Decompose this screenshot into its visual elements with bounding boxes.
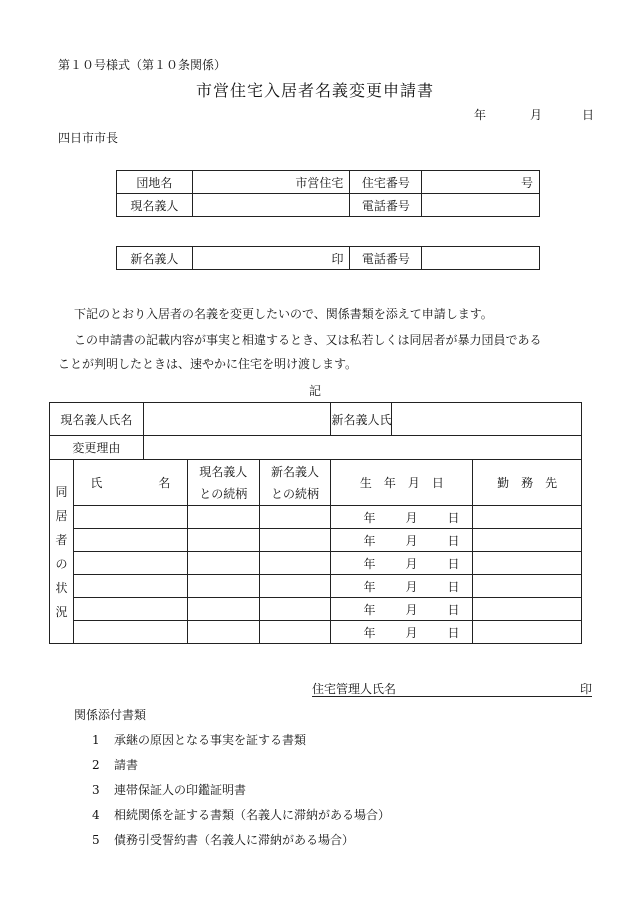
col-name-header [73,460,187,506]
table-row [50,529,582,552]
reason-field[interactable] [143,436,581,460]
col-birth-header: 生 年 月 日 [331,460,473,506]
row-work[interactable] [473,575,582,598]
row-rel-new[interactable] [259,506,331,529]
manager-signature-line[interactable] [312,680,592,697]
row-birth-month: 月 [405,579,418,594]
reason-label: 変更理由 [50,436,144,460]
attachment-text: 請書 [114,758,139,772]
col-rel-new-2: との続柄 [271,486,320,501]
row-rel-current[interactable] [187,529,259,552]
new-name-cell [331,403,582,436]
row-work[interactable] [473,552,582,575]
paragraph-2-line-1: この申請書の記載内容が事実と相違するとき、又は私若しくは同居者が暴力団員である [74,333,542,347]
ki-heading: 記 [308,384,321,398]
date-day-label: 日 [582,108,595,122]
attachment-text: 相続関係を証する書類（名義人に滞納がある場合） [114,808,391,822]
row-birth[interactable] [331,552,473,575]
row-birth-year: 年 [363,602,376,617]
row-rel-current[interactable] [187,575,259,598]
new-holder-field[interactable] [192,247,350,270]
col-name-2: 名 [158,476,171,490]
attachment-num: 5 [92,833,100,847]
row-birth-year: 年 [363,625,376,640]
attachment-num: 2 [92,758,100,772]
attachment-num: 3 [92,783,100,797]
change-details-table [49,402,582,644]
danchi-field[interactable] [192,171,350,194]
row-birth-year: 年 [363,533,376,548]
cohabitant-char-6: 況 [55,604,68,619]
table-row [50,552,582,575]
paragraph-2-line-2: ことが判明したときは、速やかに住宅を明け渡します。 [58,357,358,371]
attachment-text: 連帯保証人の印鑑証明書 [114,783,247,797]
row-birth-year: 年 [363,579,376,594]
col-rel-current-2: との続柄 [199,486,248,501]
new-holder-label: 新名義人 [117,247,193,270]
row-birth-day: 日 [447,510,460,525]
row-name[interactable] [73,575,187,598]
row-rel-current[interactable] [187,552,259,575]
list-item [92,731,306,748]
row-name[interactable] [73,552,187,575]
new-phone-field[interactable] [422,247,540,270]
row-birth[interactable] [331,598,473,621]
row-birth[interactable] [331,529,473,552]
col-rel-new-header [259,460,331,506]
danchi-suffix: 市営住宅 [295,175,344,190]
list-item [92,781,246,798]
current-holder-field[interactable] [192,194,350,217]
row-birth[interactable] [331,575,473,598]
col-rel-current-header [187,460,259,506]
row-rel-new[interactable] [259,575,331,598]
row-birth-year: 年 [363,556,376,571]
phone-field[interactable] [422,194,540,217]
row-birth-day: 日 [447,579,460,594]
addressee: 四日市市長 [58,131,119,145]
col-rel-current-1: 現名義人 [199,464,248,479]
attachment-num: 4 [92,808,100,822]
row-birth-month: 月 [405,533,418,548]
new-name-label: 新名義人氏 [331,403,392,435]
danchi-label: 団地名 [117,171,193,194]
row-rel-new[interactable] [259,621,331,644]
row-birth[interactable] [331,506,473,529]
row-birth-year: 年 [363,510,376,525]
new-holder-table [116,246,540,270]
attachment-num: 1 [92,733,100,747]
jutaku-no-label: 住宅番号 [350,171,422,194]
new-name-field[interactable] [392,403,581,435]
col-work-header: 勤 務 先 [473,460,582,506]
row-rel-current[interactable] [187,621,259,644]
table-row [50,575,582,598]
table-row [50,598,582,621]
current-name-field[interactable] [143,403,331,436]
date-month-label: 月 [530,108,543,122]
seal-mark: 印 [331,251,344,266]
row-birth-month: 月 [405,625,418,640]
form-number: 第１０号様式（第１０条関係） [58,58,227,72]
row-rel-current[interactable] [187,506,259,529]
jutaku-no-suffix: 号 [520,175,533,190]
row-name[interactable] [73,621,187,644]
row-rel-current[interactable] [187,598,259,621]
row-rel-new[interactable] [259,598,331,621]
row-rel-new[interactable] [259,552,331,575]
jutaku-no-field[interactable] [422,171,540,194]
manager-label: 住宅管理人氏名 [312,682,397,696]
row-work[interactable] [473,621,582,644]
cohabitant-char-4: の [55,556,68,571]
row-work[interactable] [473,506,582,529]
cohabitant-char-5: 状 [55,580,68,595]
row-birth-day: 日 [447,625,460,640]
row-birth-month: 月 [405,556,418,571]
attachment-text: 承継の原因となる事実を証する書類 [114,733,307,747]
row-rel-new[interactable] [259,529,331,552]
row-work[interactable] [473,529,582,552]
row-birth-day: 日 [447,556,460,571]
new-phone-label: 電話番号 [350,247,422,270]
row-birth-day: 日 [447,602,460,617]
document-title: 市営住宅入居者名義変更申請書 [195,81,434,100]
current-holder-label: 現名義人 [117,194,193,217]
col-rel-new-1: 新名義人 [271,464,320,479]
list-item [92,831,354,848]
row-birth[interactable] [331,621,473,644]
cohabitant-char-2: 居 [55,508,68,523]
attachment-text: 債務引受誓約書（名義人に滞納がある場合） [114,833,355,847]
row-birth-month: 月 [405,510,418,525]
row-birth-month: 月 [405,602,418,617]
col-name-1: 氏 [90,476,103,490]
phone-label: 電話番号 [350,194,422,217]
attachments-title: 関係添付書類 [74,708,147,722]
cohabitant-char-3: 者 [55,532,68,547]
housing-info-table [116,170,540,217]
paragraph-1: 下記のとおり入居者の名義を変更したいので、関係書類を添えて申請します。 [74,307,493,321]
row-name[interactable] [73,529,187,552]
date-year-label: 年 [474,108,487,122]
cohabitant-status-label [50,460,74,644]
cohabitant-char-1: 同 [55,484,68,499]
table-row [50,506,582,529]
manager-seal: 印 [579,682,592,696]
row-birth-day: 日 [447,533,460,548]
list-item [92,756,138,773]
table-row [50,621,582,644]
list-item [92,806,390,823]
current-name-label: 現名義人氏名 [50,403,144,436]
row-work[interactable] [473,598,582,621]
row-name[interactable] [73,598,187,621]
row-name[interactable] [73,506,187,529]
